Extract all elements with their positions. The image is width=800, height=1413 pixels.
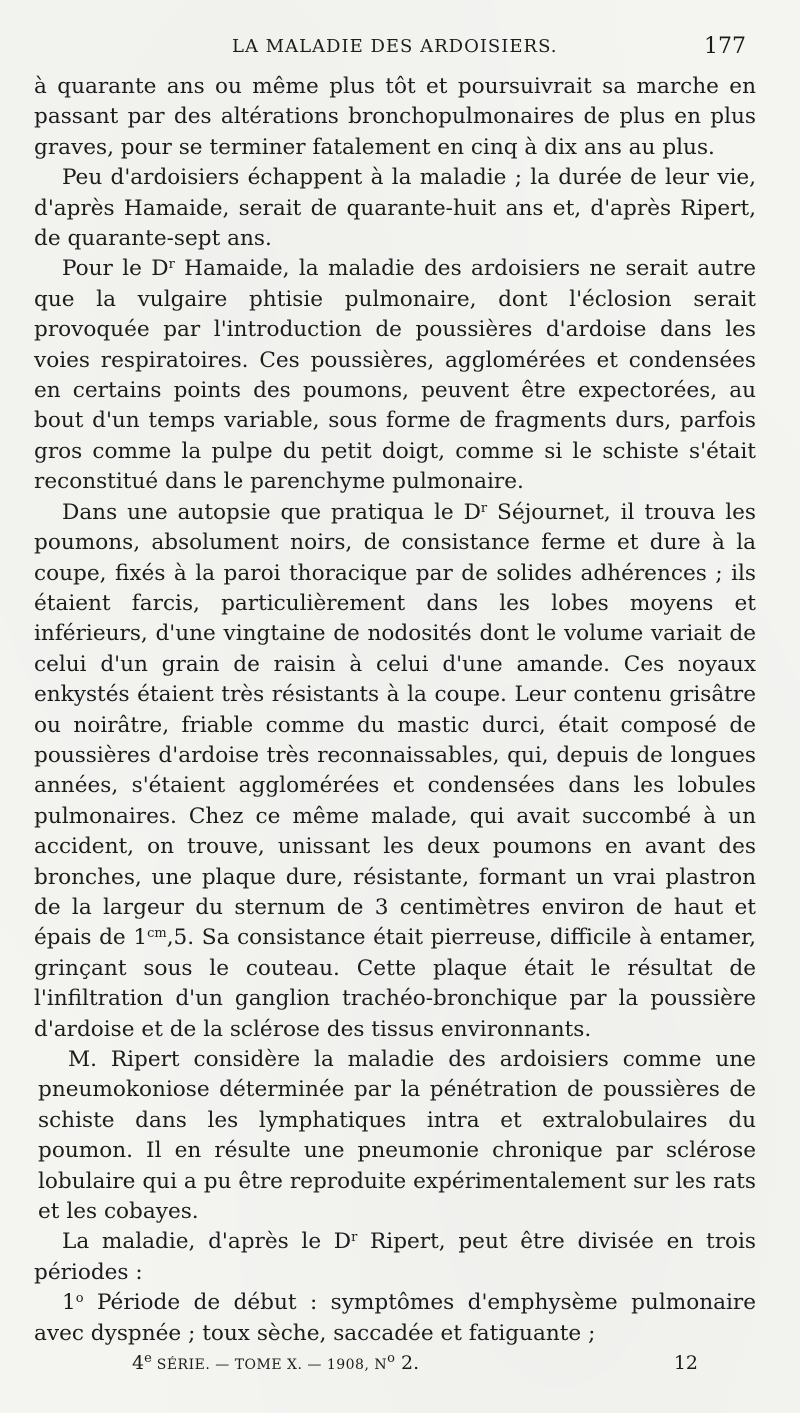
body-text xyxy=(34,72,756,1349)
series-line xyxy=(132,1352,419,1374)
paragraph-4 xyxy=(34,498,756,1045)
page-footer xyxy=(0,1352,800,1380)
paragraph-4-sup-cm: cm xyxy=(147,926,167,942)
paragraph-7-text-b: Période de début : symptômes d'emphysème pulmonaire avec dyspnée ; toux sèche, saccadée et fatiguante ; xyxy=(34,1290,756,1346)
paragraph-7 xyxy=(34,1288,756,1349)
page-number: 177 xyxy=(704,34,746,59)
issue-sup: o xyxy=(387,1351,395,1366)
paragraph-7-text-a: 1 xyxy=(62,1290,76,1316)
paragraph-7-sup: o xyxy=(75,1291,84,1307)
series-label: SÉRIE. — TOME X. — 1908, N xyxy=(151,1357,388,1373)
paragraph-6-text-b: Ripert, peut être divisée en trois périodes : xyxy=(34,1229,757,1285)
paragraph-3-text-b: Hamaide, la maladie des ardoisiers ne serait autre que la vulgaire phtisie pulmonaire, dont l'éclosion serait provoquée par l'introduction de poussières d'ardoise dans les voies respiratoires. Ces poussières, agglomérées et condensées en certains points des poumons, peuvent être expectorées, au bout d'un temps variable, sous forme de fragments durs, parfois gros comme la pulpe du petit doigt, comme si le schiste s'était reconstitué dans le parenchyme pulmonaire. xyxy=(34,256,756,495)
paragraph-6-sup: r xyxy=(351,1230,358,1246)
paragraph-5 xyxy=(34,1045,756,1227)
issue-number: 2. xyxy=(394,1352,420,1374)
paragraph-4-text-c: ,5. Sa consistance était pierreuse, difficile à entamer, grinçant sous le couteau. Cette plaque était le résultat de l'infiltration d'un ganglion trachéo-bronchique par la poussière d'ardoise et de la sclérose des tissus environnants. xyxy=(34,925,756,1042)
running-title: LA MALADIE DES ARDOISIERS. xyxy=(232,36,558,57)
paragraph-5-text: M. Ripert considère la maladie des ardoisiers comme une pneumokoniose déterminée par la pénétration de poussières de schiste dans les lymphatiques intra et extralobulaires du poumon. Il en résulte une pneumonie chronique par sclérose lobulaire qui a pu être reproduite expérimentalement sur les rats et les cobayes. xyxy=(38,1047,756,1225)
paragraph-3 xyxy=(34,254,756,497)
paragraph-4-sup: r xyxy=(480,500,488,516)
paragraph-3-text-a: Pour le D xyxy=(62,256,169,282)
paragraph-4-text-a: Dans une autopsie que pratiqua le D xyxy=(62,499,481,525)
paragraph-3-sup: r xyxy=(168,257,175,273)
paragraph-4-text-b: Séjournet, il trouva les poumons, absolument noirs, de consistance ferme et dure à la coupe, fixés à la paroi thoracique par de solides adhérences ; ils étaient farcis, particulièrement dans les lobes moyens et inférieurs, d'une vingtaine de nodosités dont le volume variait de celui d'un grain de raisin à celui d'une amande. Ces noyaux enkystés étaient très résistants à la coupe. Leur contenu grisâtre ou noirâtre, friable comme du mastic durci, était composé de poussières d'ardoise très reconnaissables, qui, depuis de longues années, s'étaient agglomérées et condensées dans les lobules pulmonaires. Chez ce même malade, qui avait succombé à un accident, on trouve, unissant les deux poumons en avant des bronches, une plaque dure, résistante, formant un vrai plastron de la largeur du sternum de 3 centimètres environ de haut et épais de 1 xyxy=(34,499,756,951)
running-header xyxy=(0,34,800,62)
paragraph-1-text: à quarante ans ou même plus tôt et poursuivrait sa marche en passant par des altérations bronchopulmonaires de plus en plus graves, pour se terminer fatalement en cinq à dix ans au plus. xyxy=(34,74,756,160)
paragraph-1 xyxy=(34,72,756,163)
paragraph-6-text-a: La maladie, d'après le D xyxy=(62,1229,352,1255)
signature-number: 12 xyxy=(673,1352,698,1374)
paragraph-6 xyxy=(34,1227,756,1288)
series-number: 4 xyxy=(132,1352,145,1374)
paragraph-2-text: Peu d'ardoisiers échappent à la maladie ; la durée de leur vie, d'après Hamaide, serait de quarante-huit ans et, d'après Ripert, de quarante-sept ans. xyxy=(34,165,756,252)
paragraph-2 xyxy=(34,163,756,254)
series-sup: e xyxy=(144,1351,152,1366)
